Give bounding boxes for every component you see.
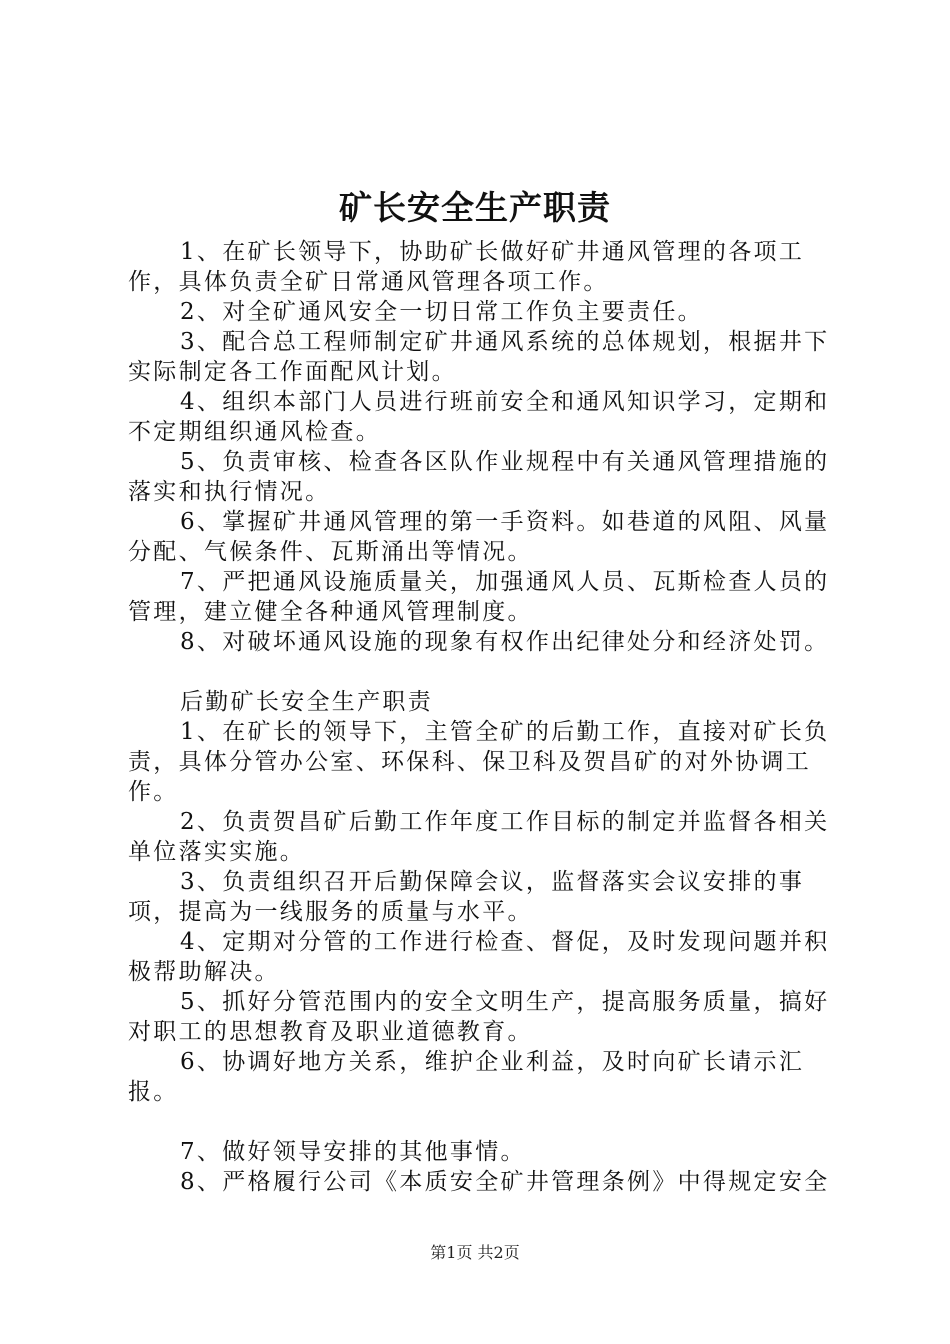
paragraph: 4、定期对分管的工作进行检查、督促，及时发现问题并积极帮助解决。 bbox=[128, 929, 830, 985]
paragraph: 3、配合总工程师制定矿井通风系统的总体规划，根据井下实际制定各工作面配风计划。 bbox=[128, 329, 830, 385]
paragraph: 8、严格履行公司《本质安全矿井管理条例》中得规定安全 bbox=[180, 1169, 830, 1195]
paragraph: 4、组织本部门人员进行班前安全和通风知识学习，定期和不定期组织通风检查。 bbox=[128, 389, 830, 445]
document-title: 矿长安全生产职责 bbox=[339, 188, 611, 227]
paragraph: 7、严把通风设施质量关，加强通风人员、瓦斯检查人员的管理，建立健全各种通风管理制度。 bbox=[128, 569, 830, 625]
section-heading: 后勤矿长安全生产职责 bbox=[180, 689, 433, 715]
paragraph: 1、在矿长领导下，协助矿长做好矿井通风管理的各项工作，具体负责全矿日常通风管理各项工作。 bbox=[128, 239, 805, 295]
paragraph: 5、抓好分管范围内的安全文明生产，提高服务质量，搞好对职工的思想教育及职业道德教育。 bbox=[128, 989, 830, 1045]
document-body bbox=[128, 237, 843, 1197]
blank-line bbox=[128, 1107, 843, 1137]
paragraph: 8、对破坏通风设施的现象有权作出纪律处分和经济处罚。 bbox=[180, 629, 830, 655]
paragraph: 5、负责审核、检查各区队作业规程中有关通风管理措施的落实和执行情况。 bbox=[128, 449, 830, 505]
page-footer: 第1页 共2页 bbox=[430, 1243, 520, 1262]
paragraph: 6、协调好地方关系，维护企业利益，及时向矿长请示汇报。 bbox=[128, 1049, 805, 1105]
paragraph: 2、对全矿通风安全一切日常工作负主要责任。 bbox=[180, 299, 703, 325]
paragraph: 6、掌握矿井通风管理的第一手资料。如巷道的风阻、风量分配、气候条件、瓦斯涌出等情况。 bbox=[128, 509, 830, 565]
paragraph: 3、负责组织召开后勤保障会议，监督落实会议安排的事项，提高为一线服务的质量与水平。 bbox=[128, 869, 805, 925]
paragraph: 2、负责贺昌矿后勤工作年度工作目标的制定并监督各相关单位落实实施。 bbox=[128, 809, 830, 865]
paragraph: 1、在矿长的领导下，主管全矿的后勤工作，直接对矿长负责，具体分管办公室、环保科、保卫科及贺昌矿的对外协调工作。 bbox=[128, 719, 830, 805]
paragraph: 7、做好领导安排的其他事情。 bbox=[180, 1139, 526, 1165]
blank-line bbox=[128, 657, 843, 687]
